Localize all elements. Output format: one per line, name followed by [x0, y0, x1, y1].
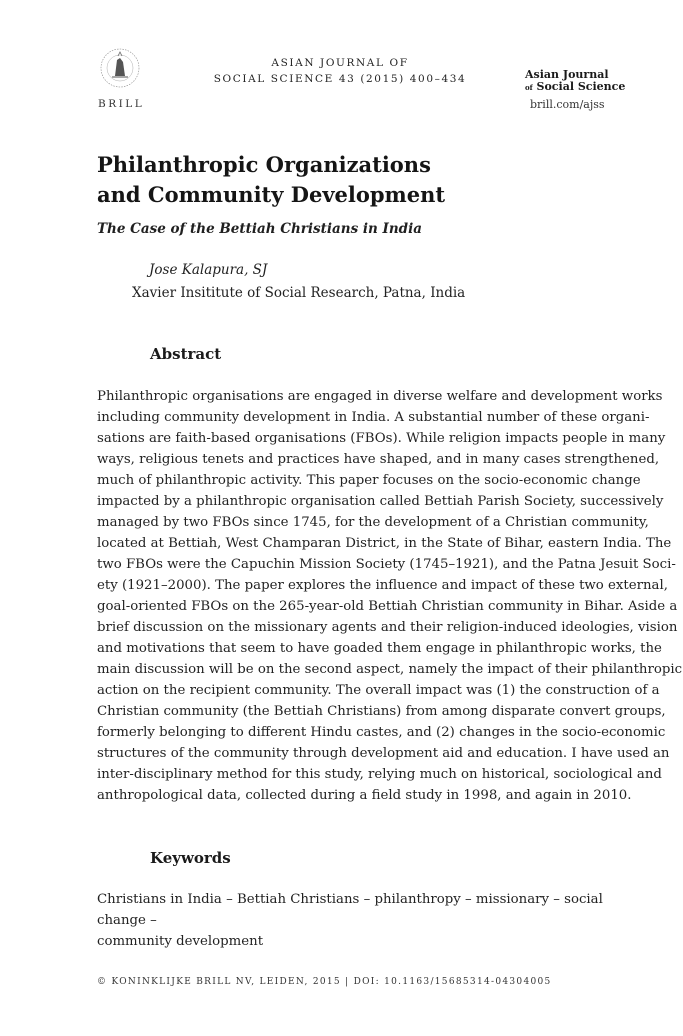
abstract-line: ways, religious tenets and practices have shaped, and in many cases strengthened,: [97, 452, 660, 467]
brill-seal-logo: [98, 46, 142, 94]
journal-url-link[interactable]: brill.com/ajss: [530, 98, 605, 111]
author-affiliation: Xavier Insititute of Social Research, Patna, India: [132, 285, 466, 301]
article-title: [97, 150, 597, 210]
abstract-line: two FBOs were the Capuchin Mission Society (1745–1921), and the Patna Jesuit Soci-: [97, 557, 676, 572]
abstract-line: brief discussion on the missionary agents and their religion-induced ideologies, vision: [97, 620, 678, 635]
abstract-line: located at Bettiah, West Champaran District, in the State of Bihar, eastern India. The: [97, 536, 672, 551]
keywords-list: [97, 889, 605, 952]
abstract-line: Philanthropic organisations are engaged in diverse welfare and development works: [97, 389, 663, 404]
abstract-line: Christian community (the Bettiah Christians) from among disparate convert groups,: [97, 704, 666, 719]
abstract-line: anthropological data, collected during a field study in 1998, and again in 2010.: [97, 788, 632, 803]
journal-brand-social-science: Social Science: [536, 80, 626, 93]
abstract-line: managed by two FBOs since 1745, for the development of a Christian community,: [97, 515, 649, 530]
keywords-heading: Keywords: [150, 849, 231, 867]
journal-brand-line2: [525, 81, 625, 94]
copyright-doi-footer: © KONINKLIJKE BRILL NV, LEIDEN, 2015 | DOI: 10.1163/15685314-04304005: [97, 977, 552, 987]
journal-brand-of: of: [525, 83, 533, 92]
abstract-line: including community development in India. A substantial number of these organi-: [97, 410, 650, 425]
article-subtitle: The Case of the Bettiah Christians in India: [97, 221, 422, 237]
abstract-body: [97, 386, 683, 806]
abstract-line: goal-oriented FBOs on the 265-year-old Bettiah Christian community in Bihar. Aside a: [97, 599, 678, 614]
abstract-line: formerly belonging to different Hindu castes, and (2) changes in the socio-economic: [97, 725, 666, 740]
abstract-line: ety (1921–2000). The paper explores the influence and impact of these two external,: [97, 578, 668, 593]
publisher-name: BRILL: [98, 98, 145, 110]
journal-name: ASIAN JOURNAL OF: [271, 57, 409, 69]
title-line-1: Philanthropic Organizations: [97, 152, 431, 177]
abstract-line: main discussion will be on the second aspect, namely the impact of their philanthropic: [97, 662, 683, 677]
abstract-line: and motivations that seem to have goaded them engage in philanthropic works, the: [97, 641, 662, 656]
abstract-heading: Abstract: [150, 345, 222, 363]
abstract-line: much of philanthropic activity. This paper focuses on the socio-economic change: [97, 473, 641, 488]
journal-brand-line1: Asian Journal: [525, 68, 609, 81]
author-name: Jose Kalapura, SJ: [149, 262, 268, 278]
abstract-line: action on the recipient community. The overall impact was (1) the construction of a: [97, 683, 660, 698]
abstract-line: sations are faith-based organisations (FBOs). While religion impacts people in many: [97, 431, 666, 446]
keywords-line-2: community development: [97, 934, 264, 949]
keywords-line-1: Christians in India – Bettiah Christians – philanthropy – missionary – social change –: [97, 892, 603, 928]
journal-volume: SOCIAL SCIENCE 43 (2015) 400–434: [213, 73, 467, 85]
abstract-line: structures of the community through development aid and education. I have used an: [97, 746, 670, 761]
abstract-line: impacted by a philanthropic organisation called Bettiah Parish Society, successively: [97, 494, 664, 509]
abstract-line: inter-disciplinary method for this study, relying much on historical, sociological and: [97, 767, 662, 782]
title-line-2: and Community Development: [97, 182, 446, 207]
